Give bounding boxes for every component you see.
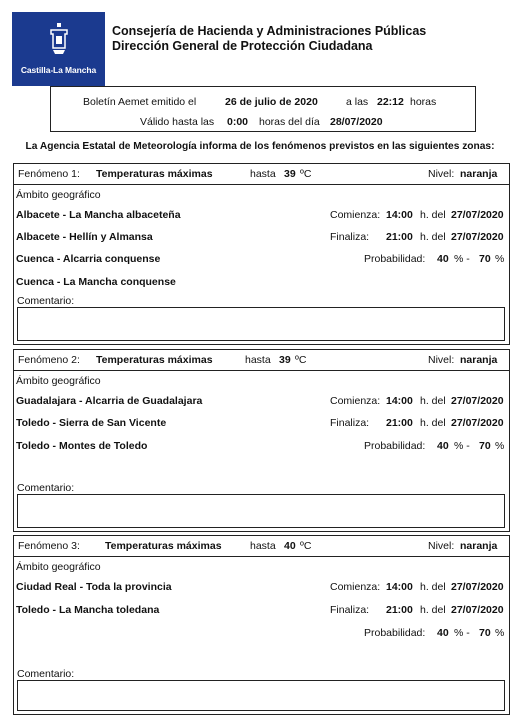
ambito-label: Ámbito geográfico xyxy=(16,561,101,573)
comentario-label: Comentario: xyxy=(17,482,75,494)
coat-of-arms-icon xyxy=(48,22,70,56)
finaliza-label: Finaliza: xyxy=(330,231,370,243)
end-date: 27/07/2020 xyxy=(451,231,504,243)
comienza-label: Comienza: xyxy=(330,395,381,407)
hours-label: horas xyxy=(410,96,437,108)
phenomenon-section-2 xyxy=(13,349,510,532)
valid-date: 28/07/2020 xyxy=(330,116,383,128)
end-date: 27/07/2020 xyxy=(451,604,504,616)
comentario-label: Comentario: xyxy=(17,668,75,680)
phenomenon-type: Temperaturas máximas xyxy=(96,354,213,366)
h-del-label: h. del xyxy=(420,231,446,243)
end-time: 21:00 xyxy=(386,417,413,429)
bulletin-box xyxy=(50,86,476,132)
end-date: 27/07/2020 xyxy=(451,417,504,429)
h-del-label: h. del xyxy=(420,581,446,593)
phenomenon-section-1 xyxy=(13,163,510,345)
h-del-label: h. del xyxy=(420,604,446,616)
finaliza-label: Finaliza: xyxy=(330,604,370,616)
h-del-label: h. del xyxy=(420,395,446,407)
phenomenon-header xyxy=(14,164,509,185)
temp-value: 39 xyxy=(284,168,296,180)
end-time: 21:00 xyxy=(386,604,413,616)
phenomenon-section-3 xyxy=(13,535,510,715)
pct: % xyxy=(495,440,505,452)
hasta-label: hasta xyxy=(250,540,276,552)
prob-max: 70 xyxy=(479,627,491,639)
issued-time: 22:12 xyxy=(377,96,404,108)
comment-box[interactable] xyxy=(17,680,505,711)
ambito-label: Ámbito geográfico xyxy=(16,375,101,387)
start-date: 27/07/2020 xyxy=(451,209,504,221)
at-label: a las xyxy=(346,96,369,108)
org-line-1: Consejería de Hacienda y Administraciones Públicas xyxy=(112,24,427,38)
temp-unit: ºC xyxy=(300,540,312,552)
valid-time: 0:00 xyxy=(227,116,249,128)
pct: % xyxy=(495,253,505,265)
zone-item: Toledo - Montes de Toledo xyxy=(16,440,148,452)
nivel-label: Nivel: xyxy=(428,354,455,366)
temp-unit: ºC xyxy=(295,354,307,366)
hasta-label: hasta xyxy=(250,168,276,180)
zone-item: Albacete - Hellín y Almansa xyxy=(16,231,153,243)
nivel-label: Nivel: xyxy=(428,540,455,552)
ambito-label: Ámbito geográfico xyxy=(16,189,101,201)
pct: % xyxy=(495,627,505,639)
temp-value: 40 xyxy=(284,540,296,552)
zone-item: Cuenca - La Mancha conquense xyxy=(16,276,176,288)
prob-min: 40 xyxy=(437,440,449,452)
logo-text: Castilla-La Mancha xyxy=(20,65,97,75)
prob-min: 40 xyxy=(437,627,449,639)
temp-value: 39 xyxy=(279,354,291,366)
nivel-label: Nivel: xyxy=(428,168,455,180)
h-del-label: h. del xyxy=(420,417,446,429)
finaliza-label: Finaliza: xyxy=(330,417,370,429)
phenomenon-label: Fenómeno 2: xyxy=(18,354,80,366)
comment-box[interactable] xyxy=(17,307,505,341)
castilla-la-mancha-logo xyxy=(12,12,105,86)
prob-max: 70 xyxy=(479,253,491,265)
zone-item: Toledo - La Mancha toledana xyxy=(16,604,160,616)
start-date: 27/07/2020 xyxy=(451,395,504,407)
temp-unit: ºC xyxy=(300,168,312,180)
pct-dash: % - xyxy=(454,440,470,452)
pct-dash: % - xyxy=(454,253,470,265)
zone-item: Guadalajara - Alcarria de Guadalajara xyxy=(16,395,203,407)
start-time: 14:00 xyxy=(386,581,413,593)
issued-label: Boletín Aemet emitido el xyxy=(83,96,197,108)
intro-text: La Agencia Estatal de Meteorología informa de los fenómenos previstos en las siguientes zonas: xyxy=(25,141,495,152)
level-value: naranja xyxy=(460,540,498,552)
probabilidad-label: Probabilidad: xyxy=(364,627,426,639)
end-time: 21:00 xyxy=(386,231,413,243)
org-line-2: Dirección General de Protección Ciudadana xyxy=(112,39,373,53)
issued-date: 26 de julio de 2020 xyxy=(225,96,318,108)
comment-box[interactable] xyxy=(17,494,505,528)
level-value: naranja xyxy=(460,354,498,366)
start-date: 27/07/2020 xyxy=(451,581,504,593)
pct-dash: % - xyxy=(454,627,470,639)
prob-max: 70 xyxy=(479,440,491,452)
zone-item: Ciudad Real - Toda la provincia xyxy=(16,581,172,593)
probabilidad-label: Probabilidad: xyxy=(364,253,426,265)
zone-item: Cuenca - Alcarria conquense xyxy=(16,253,161,265)
phenomenon-header xyxy=(14,350,509,371)
comentario-label: Comentario: xyxy=(17,295,75,307)
phenomenon-header xyxy=(14,536,509,557)
comienza-label: Comienza: xyxy=(330,581,381,593)
comienza-label: Comienza: xyxy=(330,209,381,221)
level-value: naranja xyxy=(460,168,498,180)
hasta-label: hasta xyxy=(245,354,271,366)
phenomenon-label: Fenómeno 1: xyxy=(18,168,80,180)
phenomenon-type: Temperaturas máximas xyxy=(96,168,213,180)
probabilidad-label: Probabilidad: xyxy=(364,440,426,452)
valid-day-label: horas del día xyxy=(259,116,320,128)
valid-label: Válido hasta las xyxy=(140,116,215,128)
start-time: 14:00 xyxy=(386,395,413,407)
h-del-label: h. del xyxy=(420,209,446,221)
phenomenon-label: Fenómeno 3: xyxy=(18,540,80,552)
zone-item: Toledo - Sierra de San Vicente xyxy=(16,417,167,429)
phenomenon-type: Temperaturas máximas xyxy=(105,540,222,552)
zone-item: Albacete - La Mancha albaceteña xyxy=(16,209,181,221)
start-time: 14:00 xyxy=(386,209,413,221)
prob-min: 40 xyxy=(437,253,449,265)
